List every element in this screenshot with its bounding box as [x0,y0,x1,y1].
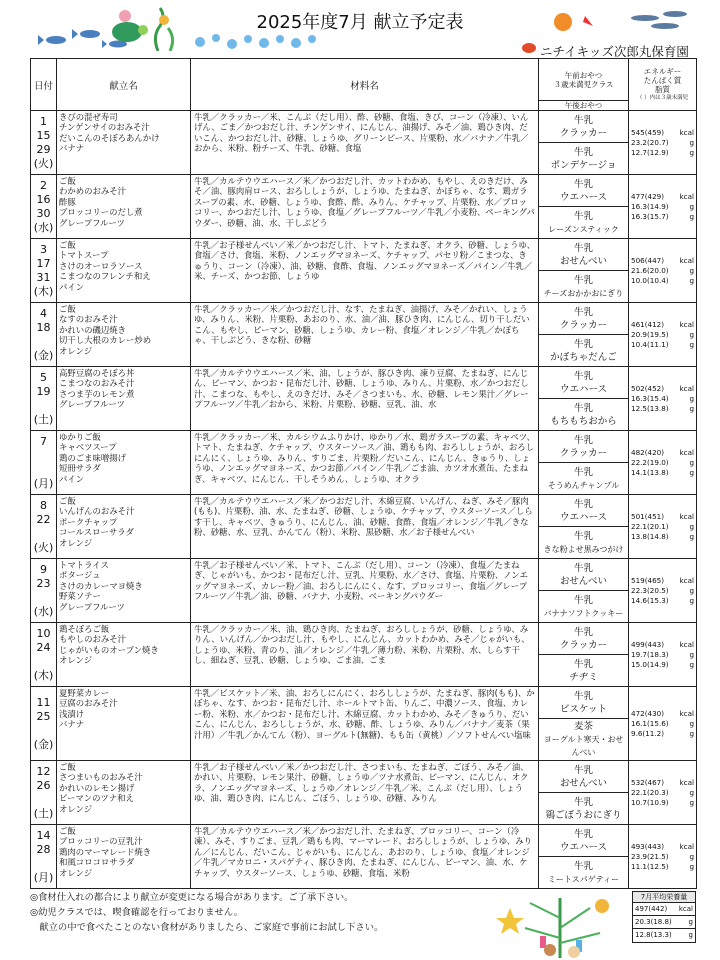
pm-snack-cell: 牛乳 チーズおかかおにぎり [539,271,629,303]
menu-row [31,367,697,399]
date-cell: 14 28 (月) [31,825,57,889]
ingredient-cell: 牛乳／カルテウウエハース／米／かつおだし汁、木綿豆腐、いんげん、ねぎ、みそ／豚肉(もも)、片栗粉、油、水、たまねぎ、砂糖、しょうゆ、ケチャップ、ウスターソース／しらす干し、キャベツ、きゅうり、にんじん、油、砂糖、食酢、食塩／オレンジ／牛乳／きな粉、砂糖、水、豆乳、かんてん（粉）、米粉、黒砂糖、水／お子様せんべい [191,495,539,559]
nutrition-cell: 519(465) kcal 22.3(20.5) g 14.6(15.3) g [629,559,697,623]
menu-row [31,825,697,857]
menu-row [31,559,697,591]
am-snack-cell: 牛乳 おせんべい [539,761,629,793]
dish-cell: 高野豆腐のそぼろ丼 こまつなのおみそ汁 さつま芋のレモン煮 グレープフルーツ [57,367,191,431]
pm-snack-cell: 牛乳 ポンデケージョ [539,143,629,175]
date-cell: 11 25 (金) [31,687,57,761]
dish-cell: 鶏そぼろご飯 もやしのおみそ汁 じゃがいものオーブン焼き オレンジ [57,623,191,687]
menu-row [31,111,697,143]
pm-snack-cell: 牛乳 もちもちおから [539,399,629,431]
menu-row [31,431,697,463]
date-cell: 10 24 (木) [31,623,57,687]
pm-snack-cell: 麦茶 ヨーグルト寒天・おせんべい [539,719,629,761]
ingredient-cell: 牛乳／ビスケット／米、油、おろしにんにく、おろししょうが、たまねぎ、豚肉(もも)、かぼちゃ、なす、かつお・昆布だし汁、ホールトマト缶、りんご、中濃ソース、食塩、カレー粉、米粉、水／かつお・昆布だし汁、木綿豆腐、カットわかめ、みそ／きゅうり、だいこん、にんじん、おろししょうが、水、砂糖、酢、しょうゆ、みりん／バナナ／麦茶（果汁用）／牛乳／かんてん（粉）、ヨーグルト(無糖)、もも缶（黄桃）／ソフトせんべい塩味 [191,687,539,761]
ingredient-cell: 牛乳／カルテウウエハース／米／かつおだし汁、たまねぎ、ブロッコリー、コーン（冷凍）、みそ、すりごま、豆乳／鶏もも肉、マーマレード、おろししょうが、しょうゆ、みりん／にんじん、だいこん、じゃがいも、にんじん、あおのり、しょうゆ、食塩／オレンジ／牛乳／マカロニ・スパゲティ、豚ひき肉、たまねぎ、にんじん、ピーマン、油、水、ケチャップ、ウスターソース、しょうゆ、砂糖、食塩、米粉 [191,825,539,889]
dish-cell: ご飯 さつまいものおみそ汁 かれいのレモン揚げ ピーマンのツナ和え オレンジ [57,761,191,825]
ingredient-cell: 牛乳／クラッカー／米、カルシウムふりかけ、ゆかり／水、鶏ガラスープの素、キャベツ、トマト、たまねぎ、ケチャップ、ウスターソース／油、鶏もも肉、おろししょうが、おろしにんにく、しょうゆ、みりん、すりごま、片栗粉／だいこん、にんじん、きゅうり、しょうゆ、ノンエッグマヨネーズ、かつお節／パイン／牛乳／ごま油、カツオ水煮缶、たまねぎ、キャベツ、にんじん、干しそうめん、しょうゆ、オクラ [191,431,539,495]
fish-school-icon [545,6,695,36]
dish-cell: ご飯 トマトスープ さけのオーロラソース こまつなのフレンチ和え パイン [57,239,191,303]
dish-cell: ご飯 なすのおみそ汁 かれいの磯辺焼き 切干し大根のカレー炒め オレンジ [57,303,191,367]
date-cell: 4 18 (金) [31,303,57,367]
footer-note: 献立の中で食べたことのない食材がありましたら、ご家庭で事前にお試し下さい。 [30,922,384,933]
energy-header: エネルギー たんぱく質 脂質 （ ）内は３歳未満児 [629,59,697,111]
date-cell: 1 15 29 (火) [31,111,57,175]
am-snack-cell: 牛乳 ビスケット [539,687,629,719]
dish-header: 献立名 [57,59,191,111]
dish-cell: ご飯 いんげんのおみそ汁 ポークチャップ コールスローサラダ オレンジ [57,495,191,559]
dish-cell: ゆかりご飯 キャベツスープ 鶏のごま味噌揚げ 短冊サラダ パイン [57,431,191,495]
am-snack-cell: 牛乳 クラッカー [539,111,629,143]
ingredient-cell: 牛乳／クラッカー／米、油、鶏ひき肉、たまねぎ、おろししょうが、砂糖、しょうゆ、みりん、いんげん／かつおだし汁、もやし、にんじん、カットわかめ、みそ／じゃがいも、しょうゆ、米粉、青のり、油／オレンジ／牛乳／薄力粉、米粉、片栗粉、水、しらす干し、細ねぎ、豆乳、砂糖、しょうゆ、ごま油、ごま [191,623,539,687]
nutrition-cell: 461(412) kcal 20.9(19.5) g 10.4(11.1) g [629,303,697,367]
footer-note: ◎食材仕入れの都合により献立が変更になる場合があります。ご了承下さい。 [30,892,354,903]
date-cell: 8 22 (火) [31,495,57,559]
dish-cell: トマトライス ポタージュ さけのカレーマヨ焼き 野菜ソテー グレープフルーツ [57,559,191,623]
tanabata-decoration-icon [490,888,630,958]
am-snack-cell: 牛乳 ウエハース [539,367,629,399]
nutrition-cell: 472(430) kcal 16.1(15.6) g 9.6(11.2) g [629,687,697,761]
monthly-average [632,891,696,943]
date-cell: 5 19 (土) [31,367,57,431]
am-snack-cell: 牛乳 おせんべい [539,559,629,591]
am-snack-cell: 牛乳 ウエハース [539,175,629,207]
dish-cell: 夏野菜カレー 豆腐のおみそ汁 浅漬け バナナ [57,687,191,761]
date-cell: 3 17 31 (木) [31,239,57,303]
menu-row [31,761,697,793]
menu-row [31,687,697,719]
dish-cell: ご飯 ブロッコリーの豆乳汁 鶏肉のマーマレード焼き 和風コロコロサラダ オレンジ [57,825,191,889]
nursery-name: ニチイキッズ次郎丸保育園 [540,44,689,59]
menu-row [31,303,697,335]
ingredient-cell: 牛乳／カルテウウエハース／米／かつおだし汁、カットわかめ、もやし、えのきだけ、みそ／油、豚肉肩ロース、おろししょうが、しょうゆ、たまねぎ、かぼちゃ、なす、鶏ガラスープの素、水、砂糖、しょうゆ、食酢、酢、みりん、ケチャップ、片栗粉、水／ブロッコリー、かつおだし汁、しょうゆ、食塩／グレープフルーツ／牛乳／小麦粉、ベーキングパウダー、砂糖、油、水、干しぶどう [191,175,539,239]
ingredient-header: 材料名 [191,59,539,111]
ingredient-cell: 牛乳／カルテウウエハース／米、油、しょうが、豚ひき肉、凍り豆腐、たまねぎ、にんじん、ピーマン、かつお・昆布だし汁、砂糖、しょうゆ、みりん、片栗粉、水／かつおだし汁、こまつな、もやし、えのきだけ、みそ／さつまいも、水、砂糖、レモン果汁／グレープフルーツ／牛乳／おから、米粉、片栗粉、砂糖、豆乳、油、水 [191,367,539,431]
page-header [0,0,720,58]
date-cell: 2 16 30 (水) [31,175,57,239]
nutrition-cell: 493(443) kcal 23.9(21.5) g 11.1(12.5) g [629,825,697,889]
nutrition-cell: 499(443) kcal 19.7(18.3) g 15.0(14.9) g [629,623,697,687]
dish-cell: きびの混ぜ寿司 チンゲンサイのおみそ汁 だいこんのそぼろあんかけ バナナ [57,111,191,175]
ingredient-cell: 牛乳／お子様せんべい／米／かつおだし汁、トマト、たまねぎ、オクラ、砂糖、しょうゆ、食塩／さけ、食塩、米粉、ノンエッグマヨネーズ、ケチャップ、パセリ粉／こまつな、きゅうり、コーン（冷凍）、油、砂糖、食酢、食塩、ノンエッグマヨネーズ／パイン／牛乳／米、チーズ、かつお節、しょうゆ [191,239,539,303]
nutrition-cell: 506(447) kcal 21.6(20.0) g 10.0(10.4) g [629,239,697,303]
average-protein: 20.3(18.8) g [633,916,695,929]
pm-snack-cell: 牛乳 レーズンスティック [539,207,629,239]
average-fat: 12.8(13.3) g [635,931,693,939]
crab-icon [520,38,538,54]
pm-snack-cell: 牛乳 そうめんチャンプル [539,463,629,495]
am-snack-cell: 牛乳 クラッカー [539,303,629,335]
am-snack-cell: 牛乳 ウエハース [539,495,629,527]
date-cell: 9 23 (水) [31,559,57,623]
menu-row [31,239,697,271]
dish-cell: ご飯 わかめのおみそ汁 酢豚 ブロッコリーのだし煮 グレープフルーツ [57,175,191,239]
pm-snack-cell: 牛乳 チヂミ [539,655,629,687]
am-snack-header: 午前おやつ ３歳未満児クラス [539,59,629,101]
nutrition-cell: 532(467) kcal 22.1(20.3) g 10.7(10.9) g [629,761,697,825]
pm-snack-cell: 牛乳 ミートスパゲティー [539,857,629,889]
menu-row [31,175,697,207]
pm-snack-cell: 牛乳 バナナソフトクッキー [539,591,629,623]
am-snack-cell: 牛乳 クラッカー [539,623,629,655]
ingredient-cell: 牛乳／クラッカー／米／かつおだし汁、なす、たまねぎ、油揚げ、みそ／かれい、しょうゆ、みりん、米粉、片栗粉、あおのり、水、油／油、豚ひき肉、にんじん、切り干しだいこん、もやし、ピーマン、砂糖、しょうゆ、カレー粉、食塩／オレンジ／牛乳／かぼちゃ、干しぶどう、きな粉、砂糖 [191,303,539,367]
menu-row [31,623,697,655]
am-snack-cell: 牛乳 クラッカー [539,431,629,463]
pm-snack-cell: 牛乳 かぼちゃだんご [539,335,629,367]
average-label: 7月平均栄養量 [633,892,695,903]
pm-snack-header: 午後おやつ [539,101,629,111]
pm-snack-cell: 牛乳 鶏ごぼうおにぎり [539,793,629,825]
nutrition-cell: 477(429) kcal 16.3(14.9) g 16.3(15.7) g [629,175,697,239]
nutrition-cell: 501(451) kcal 22.1(20.1) g 13.8(14.8) g [629,495,697,559]
nutrition-cell: 502(452) kcal 16.3(15.4) g 12.5(13.8) g [629,367,697,431]
menu-row [31,495,697,527]
date-header: 日付 [31,59,57,111]
pm-snack-cell: 牛乳 きな粉よせ黒みつがけ [539,527,629,559]
ingredient-cell: 牛乳／お子様せんべい／米、トマト、こんぶ（だし用）、コーン（冷凍）、食塩／たまねぎ、じゃがいも、かつお・昆布だし汁、豆乳、片栗粉、水／さけ、食塩、片栗粉、ノンエッグマヨネーズ、カレー粉／油、おろしにんにく、なす、ブロッコリー、食塩／グレープフルーツ／牛乳／油、砂糖、バナナ、小麦粉、ベーキングパウダー [191,559,539,623]
date-cell: 12 26 (土) [31,761,57,825]
am-snack-cell: 牛乳 ウエハース [539,825,629,857]
page-title: 2025年度7月 献立予定表 [256,12,464,33]
footer-note: ◎幼児クラスでは、喫食確認を行っておりません。 [30,907,243,918]
ingredient-cell: 牛乳／お子様せんべい／米／かつおだし汁、さつまいも、たまねぎ、ごぼう、みそ／油、かれい、片栗粉、レモン果汁、砂糖、しょうゆ／ツナ水煮缶、ピーマン、にんじん、オクラ、ノンエッグマヨネーズ、しょうゆ／オレンジ／牛乳／米、こんぶ（だし用）、しょうゆ、油、鶏ひき肉、にんじん、ごぼう、しょうゆ、砂糖、みりん [191,761,539,825]
date-cell: 7 (月) [31,431,57,495]
menu-table [30,58,697,889]
average-energy: 497(442) kcal [633,903,695,916]
nutrition-cell: 482(420) kcal 22.2(19.0) g 14.1(13.8) g [629,431,697,495]
ingredient-cell: 牛乳／クラッカー／米、こんぶ（だし用）、酢、砂糖、食塩、きび、コーン（冷凍）、いんげん、ごま／かつおだし汁、チンゲンサイ、にんじん、油揚げ、みそ／油、鶏ひき肉、だいこん、かつおだし汁、砂糖、しょうゆ、グリーンピース、片栗粉、水／バナナ／牛乳／おから、米粉、粉チーズ、牛乳、砂糖、食塩 [191,111,539,175]
am-snack-cell: 牛乳 おせんべい [539,239,629,271]
nutrition-cell: 545(459) kcal 23.2(20.7) g 12.7(12.9) g [629,111,697,175]
